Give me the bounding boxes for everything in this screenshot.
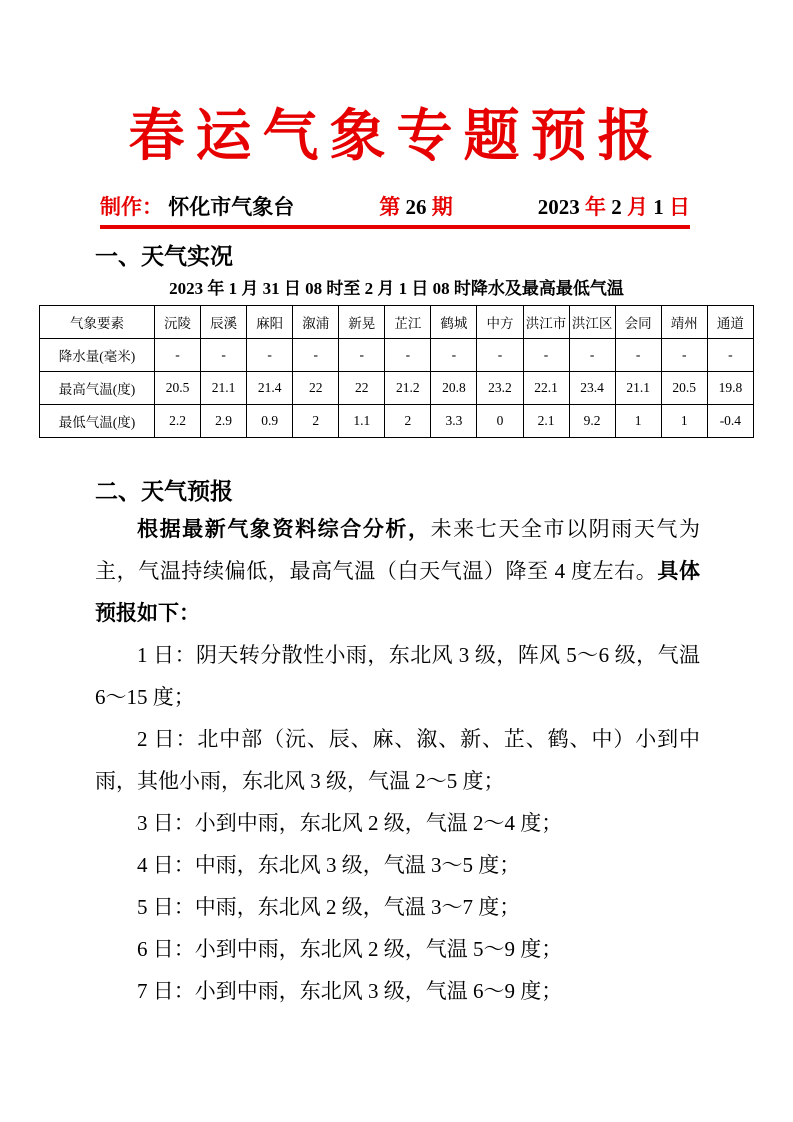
cell: - <box>477 338 523 371</box>
table-row-precipitation <box>40 338 754 371</box>
section-heading-forecast: 二、天气预报 <box>95 478 233 504</box>
forecast-intro-paragraph <box>95 508 700 634</box>
col-header: 鹤城 <box>431 305 477 338</box>
intro-segment-regular: 未来七天全市以阴雨天气为主，气温持续偏低，最高气温（白天气温）降至 4 度左右。 <box>95 516 701 583</box>
cell: 20.5 <box>661 371 707 404</box>
cell: - <box>293 338 339 371</box>
cell: 0.9 <box>247 404 293 437</box>
cell: -0.4 <box>707 404 753 437</box>
cell: 0 <box>477 404 523 437</box>
header-divider-line <box>100 225 690 229</box>
document-meta-row <box>100 193 690 221</box>
cell: - <box>661 338 707 371</box>
cell: 19.8 <box>707 371 753 404</box>
cell: - <box>569 338 615 371</box>
weather-observation-table <box>39 305 754 438</box>
section-heading-weather-actual: 一、天气实况 <box>95 243 233 269</box>
producer <box>100 193 294 221</box>
cell: 22 <box>339 371 385 404</box>
col-header: 辰溪 <box>201 305 247 338</box>
cell: 2.1 <box>523 404 569 437</box>
col-header: 新晃 <box>339 305 385 338</box>
issue-prefix: 第 <box>379 194 406 219</box>
col-header: 沅陵 <box>155 305 201 338</box>
cell: 9.2 <box>569 404 615 437</box>
forecast-content <box>95 508 700 1012</box>
forecast-day-item: 3 日：小到中雨，东北风 2 级，气温 2～4 度； <box>137 810 563 835</box>
col-header: 麻阳 <box>247 305 293 338</box>
cell: 21.2 <box>385 371 431 404</box>
table-row-min-temp <box>40 404 754 437</box>
col-header: 气象要素 <box>40 305 155 338</box>
cell: 23.4 <box>569 371 615 404</box>
date-day-unit: 日 <box>669 194 690 219</box>
cell: 21.1 <box>615 371 661 404</box>
issue-date <box>538 193 690 221</box>
date-day: 1 <box>653 194 664 219</box>
cell: 2.2 <box>155 404 201 437</box>
cell: - <box>707 338 753 371</box>
intro-segment-bold: 根据最新气象资料综合分析， <box>137 516 431 541</box>
row-label: 最高气温(度) <box>40 371 155 404</box>
cell: 1.1 <box>339 404 385 437</box>
cell: 22.1 <box>523 371 569 404</box>
forecast-day-item: 5 日：中雨，东北风 2 级，气温 3～7 度； <box>137 894 521 919</box>
producer-value: 怀化市气象台 <box>168 194 295 219</box>
forecast-day-item: 2 日：北中部（沅、辰、麻、溆、新、芷、鹤、中）小到中雨，其他小雨，东北风 3 级，气温 2～5 度； <box>95 726 700 793</box>
table-header-row <box>40 305 754 338</box>
issue-suffix: 期 <box>431 194 453 219</box>
producer-label: 制作： <box>100 194 163 219</box>
cell: 3.3 <box>431 404 477 437</box>
col-header: 会同 <box>615 305 661 338</box>
date-month-unit: 月 <box>627 194 654 219</box>
cell: - <box>385 338 431 371</box>
table-row-max-temp <box>40 371 754 404</box>
cell: - <box>431 338 477 371</box>
row-label: 最低气温(度) <box>40 404 155 437</box>
cell: 2.9 <box>201 404 247 437</box>
issue-value: 26 <box>405 194 427 219</box>
cell: 21.4 <box>247 371 293 404</box>
cell: - <box>339 338 385 371</box>
forecast-day-item: 4 日：中雨，东北风 3 级，气温 3～5 度； <box>137 852 521 877</box>
cell: 2 <box>385 404 431 437</box>
col-header: 溆浦 <box>293 305 339 338</box>
col-header: 芷江 <box>385 305 431 338</box>
cell: 23.2 <box>477 371 523 404</box>
cell: - <box>155 338 201 371</box>
cell: 20.8 <box>431 371 477 404</box>
cell: 20.5 <box>155 371 201 404</box>
col-header: 中方 <box>477 305 523 338</box>
cell: 21.1 <box>201 371 247 404</box>
col-header: 洪江市 <box>523 305 569 338</box>
issue-number <box>379 193 453 221</box>
col-header: 靖州 <box>661 305 707 338</box>
col-header: 洪江区 <box>569 305 615 338</box>
date-year: 2023 <box>537 194 580 219</box>
cell: - <box>247 338 293 371</box>
weather-table-title: 2023 年 1 月 31 日 08 时至 2 月 1 日 08 时降水及最高最低气温 <box>169 278 624 298</box>
cell: - <box>201 338 247 371</box>
row-label: 降水量(毫米) <box>40 338 155 371</box>
forecast-day-item: 7 日：小到中雨，东北风 3 级，气温 6～9 度； <box>137 978 563 1003</box>
cell: - <box>615 338 661 371</box>
forecast-day-item: 1 日：阴天转分散性小雨，东北风 3 级，阵风 5～6 级，气温 6～15 度； <box>95 642 700 709</box>
cell: 1 <box>661 404 707 437</box>
cell: 1 <box>615 404 661 437</box>
date-month: 2 <box>611 194 622 219</box>
cell: 22 <box>293 371 339 404</box>
cell: - <box>523 338 569 371</box>
intro-segment-bold: 具体预报如下： <box>95 558 700 625</box>
document-title: 春运气象专题预报 <box>128 103 665 169</box>
forecast-day-item: 6 日：小到中雨，东北风 2 级，气温 5～9 度； <box>137 936 563 961</box>
cell: 2 <box>293 404 339 437</box>
col-header: 通道 <box>707 305 753 338</box>
date-year-unit: 年 <box>585 194 612 219</box>
